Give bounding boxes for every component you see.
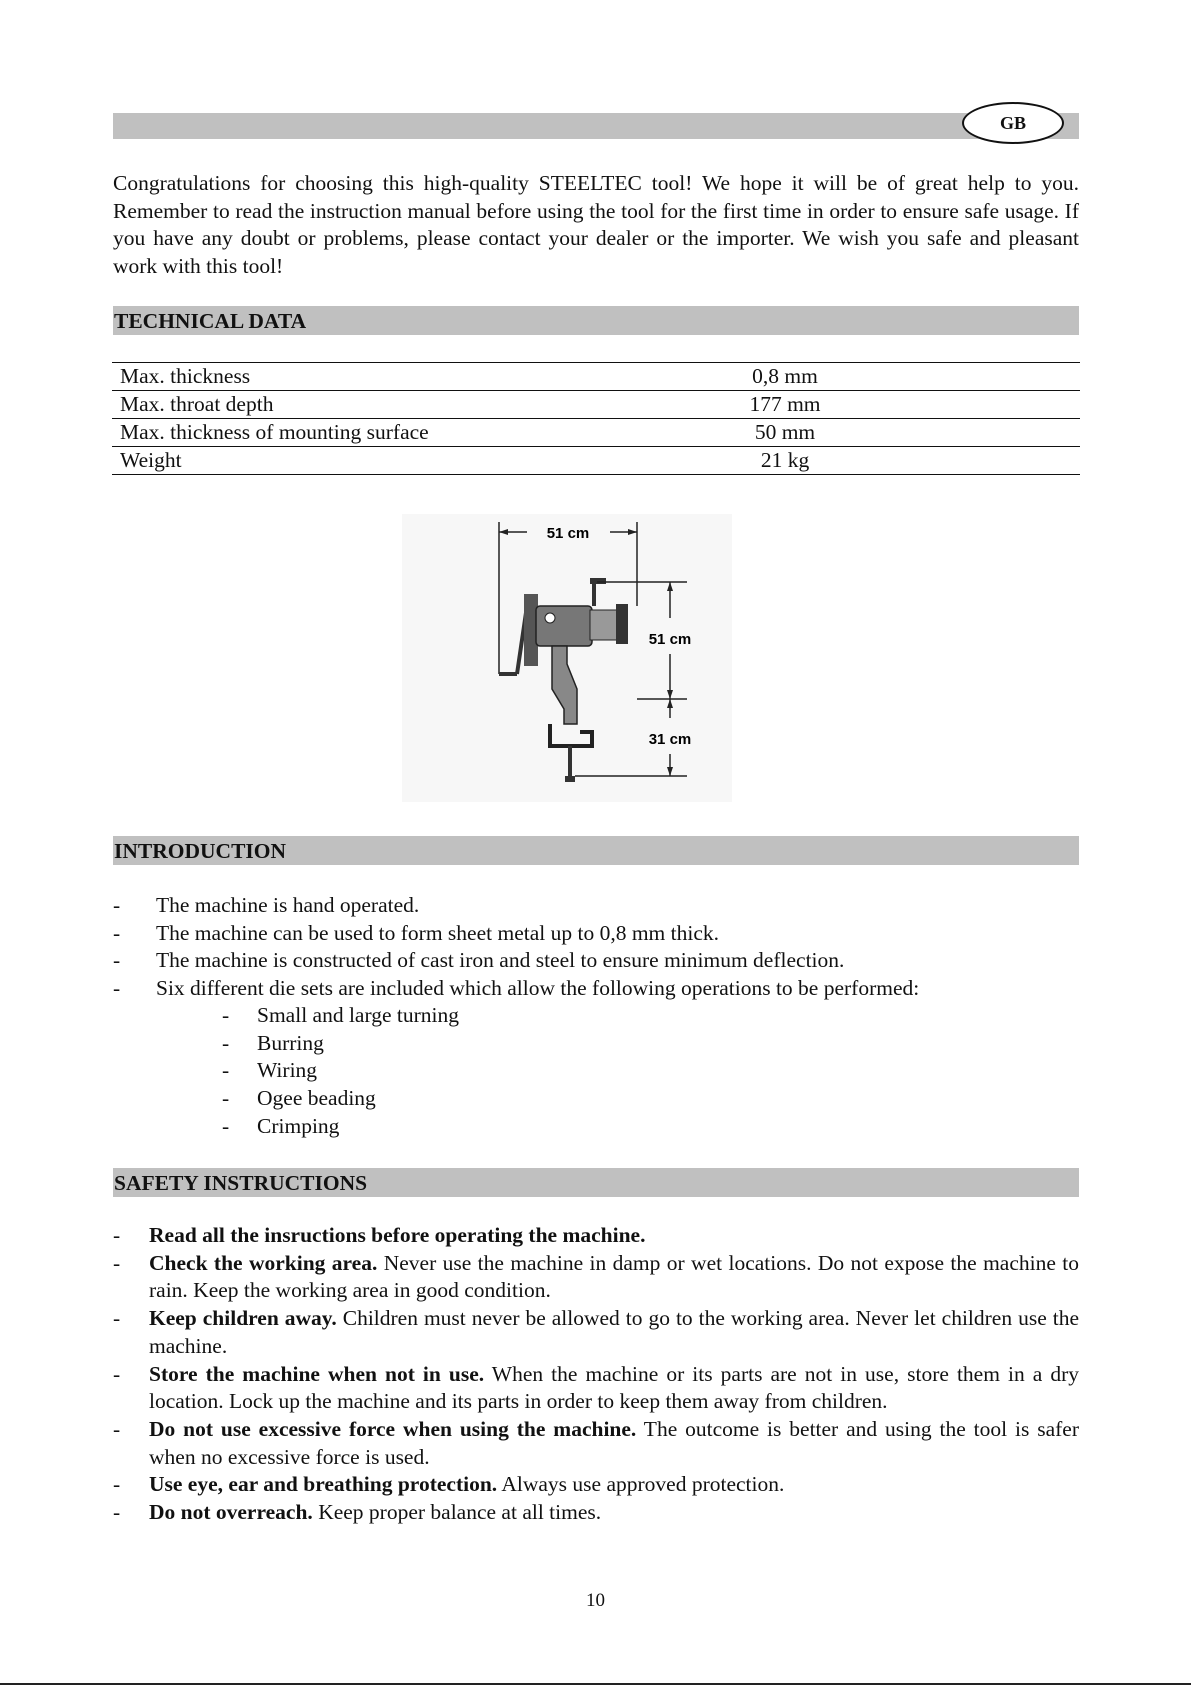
list-item [113, 1499, 1079, 1527]
list-item: - Ogee beading [220, 1085, 920, 1113]
row-label: Max. thickness [112, 363, 670, 391]
list-item: - The machine can be used to form sheet metal up to 0,8 mm thick. [113, 920, 1079, 948]
list-item: - The machine is constructed of cast iron and steel to ensure minimum deflection. [113, 947, 1079, 975]
item-text: When the machine or its parts are not in use, store them in a dry location. Lock up the machine and its parts in order to keep them away from children. [149, 1361, 1079, 1414]
item-lead: Do not use excessive force when using the machine. [149, 1416, 637, 1441]
table-row [112, 391, 1080, 419]
item-lead: Read all the insructions before operating the machine. [149, 1223, 646, 1247]
row-label: Max. throat depth [112, 391, 670, 419]
section-heading-safety: SAFETY INSTRUCTIONS [113, 1168, 1079, 1197]
dim-width-label: 51 cm [546, 525, 590, 542]
table-row [112, 419, 1080, 447]
list-item [113, 1361, 1079, 1416]
item-lead: Do not overreach. [149, 1500, 313, 1525]
language-badge: GB [962, 102, 1064, 144]
row-label: Weight [112, 447, 670, 475]
header-bar [113, 113, 1079, 139]
technical-data-table [112, 362, 1080, 475]
item-lead: Keep children away. [149, 1306, 337, 1331]
row-value: 177 mm [670, 391, 1080, 419]
list-item: - The machine is hand operated. [113, 892, 1079, 920]
row-label: Max. thickness of mounting surface [112, 419, 670, 447]
list-item: - Wiring [220, 1057, 920, 1085]
introduction-list [113, 892, 1079, 1003]
row-value: 50 mm [670, 419, 1080, 447]
list-item [113, 1222, 1079, 1250]
table-row [112, 447, 1080, 475]
list-item: - Burring [220, 1030, 920, 1058]
list-item [113, 1416, 1079, 1471]
item-text: Children must never be allowed to go to the working area. Never let children use the machine. [149, 1306, 1079, 1358]
row-value: 21 kg [670, 447, 1080, 475]
machine-drawing [402, 514, 732, 802]
item-text: The outcome is better and using the tool is safer when no excessive force is used. [149, 1416, 1080, 1469]
item-lead: Check the working area. [149, 1250, 378, 1275]
dim-lower-height-label: 31 cm [648, 731, 692, 748]
dim-upper-height-label: 51 cm [648, 631, 692, 648]
row-value: 0,8 mm [670, 363, 1080, 391]
item-lead: Use eye, ear and breathing protection. [149, 1472, 498, 1497]
item-lead: Store the machine when not in use. [149, 1361, 485, 1386]
item-text: Never use the machine in damp or wet locations. Do not expose the machine to rain. Keep the working area in good condition. [149, 1250, 1080, 1303]
machine-dimension-figure [402, 514, 732, 802]
section-heading-introduction: INTRODUCTION [113, 836, 1079, 865]
list-item [113, 1305, 1079, 1360]
item-text: Always use approved protection. [497, 1472, 785, 1497]
section-heading-technical-data: TECHNICAL DATA [113, 306, 1079, 335]
page-number: 10 [586, 1590, 605, 1611]
list-item: - Small and large turning [220, 1002, 920, 1030]
table-row [112, 363, 1080, 391]
list-item: - Crimping [220, 1113, 920, 1141]
intro-paragraph: Congratulations for choosing this high-quality STEELTEC tool! We hope it will be of great help to you. Remember to read the instruction manual before using the tool for the first time in order to ensure safe usage. If you have any doubt or problems, please contact your dealer or the importer. We wish you safe and pleasant work with this tool! [113, 171, 1079, 278]
list-item [113, 1250, 1079, 1305]
list-item: - Six different die sets are included which allow the following operations to be performed: [113, 975, 1079, 1003]
operations-list [220, 1002, 920, 1141]
list-item [113, 1471, 1079, 1499]
item-text: Keep proper balance at all times. [312, 1500, 602, 1525]
safety-list [113, 1222, 1079, 1527]
